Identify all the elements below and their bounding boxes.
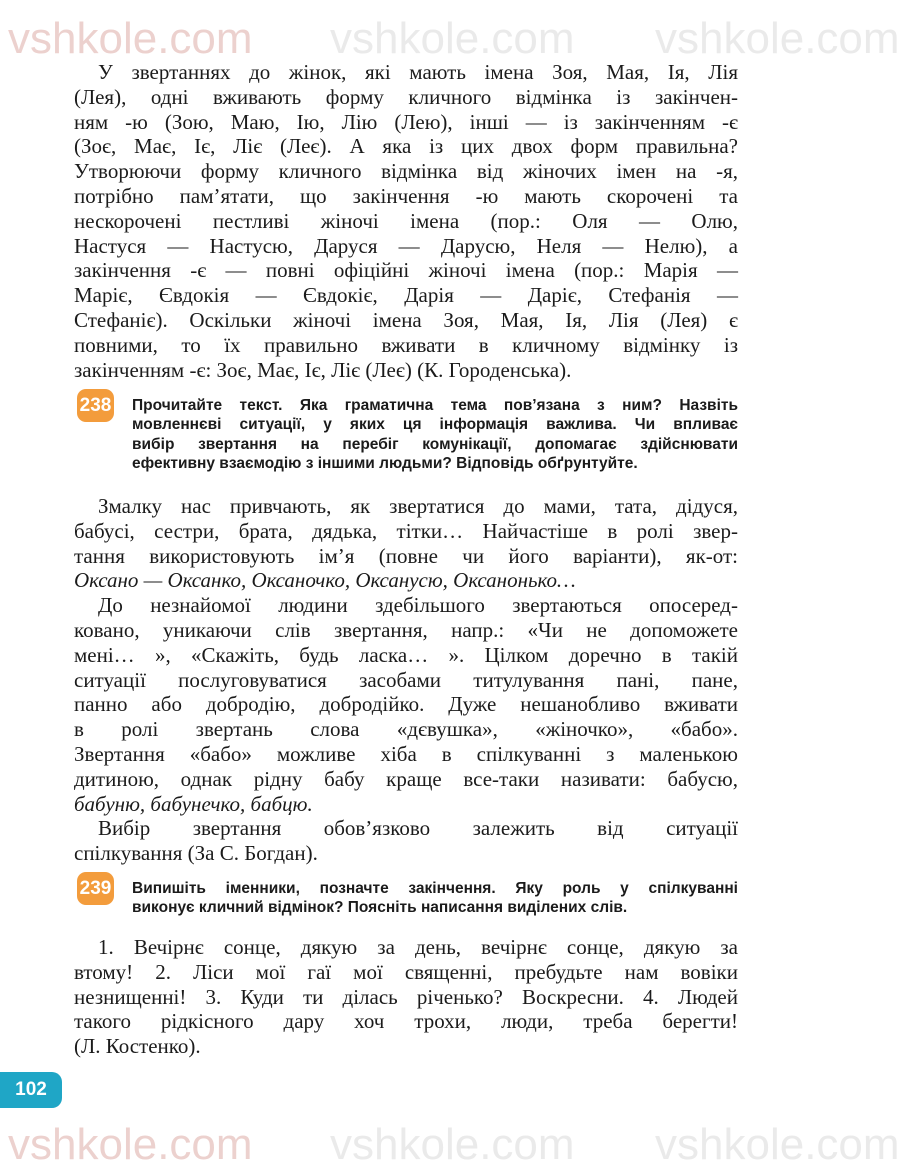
text-line: Настуся — Настусю, Даруся — Дарусю, Неля — Нелю), а: [74, 233, 738, 258]
watermark: vshkole.com: [655, 1120, 900, 1169]
text-line: закінченням -є: Зоє, Має, Іє, Ліє (Леє) (К. Городенська).: [74, 357, 572, 382]
exercise-task: [132, 879, 738, 918]
task-line: вибір звертання на перебіг комунікації, допомагає здійснювати: [132, 435, 738, 453]
text-line: ковано, уникаючи слів звертання, напр.: «Чи не допоможете: [74, 617, 738, 642]
text-line: У звертаннях до жінок, які мають імена Зоя, Мая, Ія, Лія: [98, 60, 738, 84]
task-line: виконує кличний відмінок? Поясніть написання виділених слів.: [132, 899, 628, 917]
exercise-number-badge: 238: [77, 389, 114, 422]
watermark: vshkole.com: [8, 1120, 253, 1169]
watermark: vshkole.com: [655, 14, 900, 63]
text-line: 1. Вечірнє сонце, дякую за день, вечірнє сонце, дякую за: [98, 935, 738, 959]
watermark: vshkole.com: [330, 1120, 575, 1169]
exercise-text: [74, 935, 738, 1059]
text-line: в ролі звертань слова «дєвушка», «жіночко», «бабо».: [74, 717, 738, 742]
text-line: Маріє, Євдокія — Євдокіє, Дарія — Даріє, Стефанія —: [74, 283, 738, 308]
text-line: втому! 2. Ліси мої гаї мої священні, пребудьте нам вовіки: [74, 959, 738, 984]
text-line: бабуню, бабунечко, бабцю.: [74, 791, 313, 816]
task-line: ефективну взаємодію з іншими людьми? Відповідь обґрунтуйте.: [132, 455, 638, 473]
text-line: такого рідкісного дару хоч трохи, люди, треба берегти!: [74, 1009, 738, 1034]
text-line: Змалку нас привчають, як звертатися до мами, тата, дідуся,: [98, 494, 738, 518]
text-line: тання використовують ім’я (повне чи його варіанти), як-от:: [74, 543, 738, 568]
text-line: До незнайомої людини здебільшого звертаються опосеред-: [98, 593, 738, 618]
text-line: повними, то їх правильно вживати в кличному відмінку із: [74, 332, 738, 357]
page-number: 102: [0, 1072, 62, 1108]
text-line: дитиною, однак рідну бабу краще все-таки називати: бабусю,: [74, 766, 738, 791]
text-line: (Лея), одні вживають форму кличного відмінка із закінчен-: [74, 84, 738, 109]
text-line: спілкування (За С. Богдан).: [74, 841, 318, 866]
task-line: Випишіть іменники, позначте закінчення. Яку роль у спілкуванні: [132, 880, 738, 897]
text-line: Утворюючи форму кличного відмінка від жіночих імен на -я,: [74, 159, 738, 184]
watermark: vshkole.com: [330, 14, 575, 63]
exercise-task: [132, 396, 738, 474]
text-line: (Л. Костенко).: [74, 1034, 201, 1059]
text-line: нескорочені пестливі жіночі імена (пор.: Оля — Олю,: [74, 208, 738, 233]
exercise-text: [74, 494, 738, 866]
text-line: Звертання «бабо» можливе хіба в спілкуванні з маленькою: [74, 741, 738, 766]
text-line: закінчення -є — повні офіційні жіночі імена (пор.: Марія —: [74, 258, 738, 283]
text-line: (Зоє, Має, Іє, Ліє (Леє). А яка із цих двох форм правильна?: [74, 134, 738, 159]
text-line: ням -ю (Зою, Маю, Ію, Лію (Лею), інші — із закінченням -є: [74, 109, 738, 134]
text-line: ситуації послуговуватися засобами титулування пані, пане,: [74, 667, 738, 692]
text-line: Стефаніє). Оскільки жіночі імена Зоя, Мая, Ія, Лія (Лея) є: [74, 307, 738, 332]
text-line: потрібно пам’ятати, що закінчення -ю мають скорочені та: [74, 183, 738, 208]
intro-paragraph: [74, 60, 738, 382]
task-line: мовленнєві ситуації, у яких ця інформація важлива. Чи впливає: [132, 416, 738, 434]
exercise-number-badge: 239: [77, 872, 114, 905]
text-line: панно або добродію, добродійко. Дуже нешанобливо вживати: [74, 692, 738, 717]
watermark: vshkole.com: [8, 14, 253, 63]
text-line: Оксано — Оксанко, Оксаночко, Оксанусю, Оксанонько…: [74, 568, 576, 593]
text-line: Вибір звертання обов’язково залежить від ситуації: [98, 816, 738, 841]
text-line: мені… », «Скажіть, будь ласка… ». Цілком доречно в такій: [74, 642, 738, 667]
task-line: Прочитайте текст. Яка граматична тема пов’язана з ним? Назвіть: [132, 397, 738, 414]
text-line: незнищенні! 3. Куди ти ділась річенько? Воскресни. 4. Людей: [74, 984, 738, 1009]
text-line: бабусі, сестри, брата, дядька, тітки… Найчастіше в ролі звер-: [74, 518, 738, 543]
